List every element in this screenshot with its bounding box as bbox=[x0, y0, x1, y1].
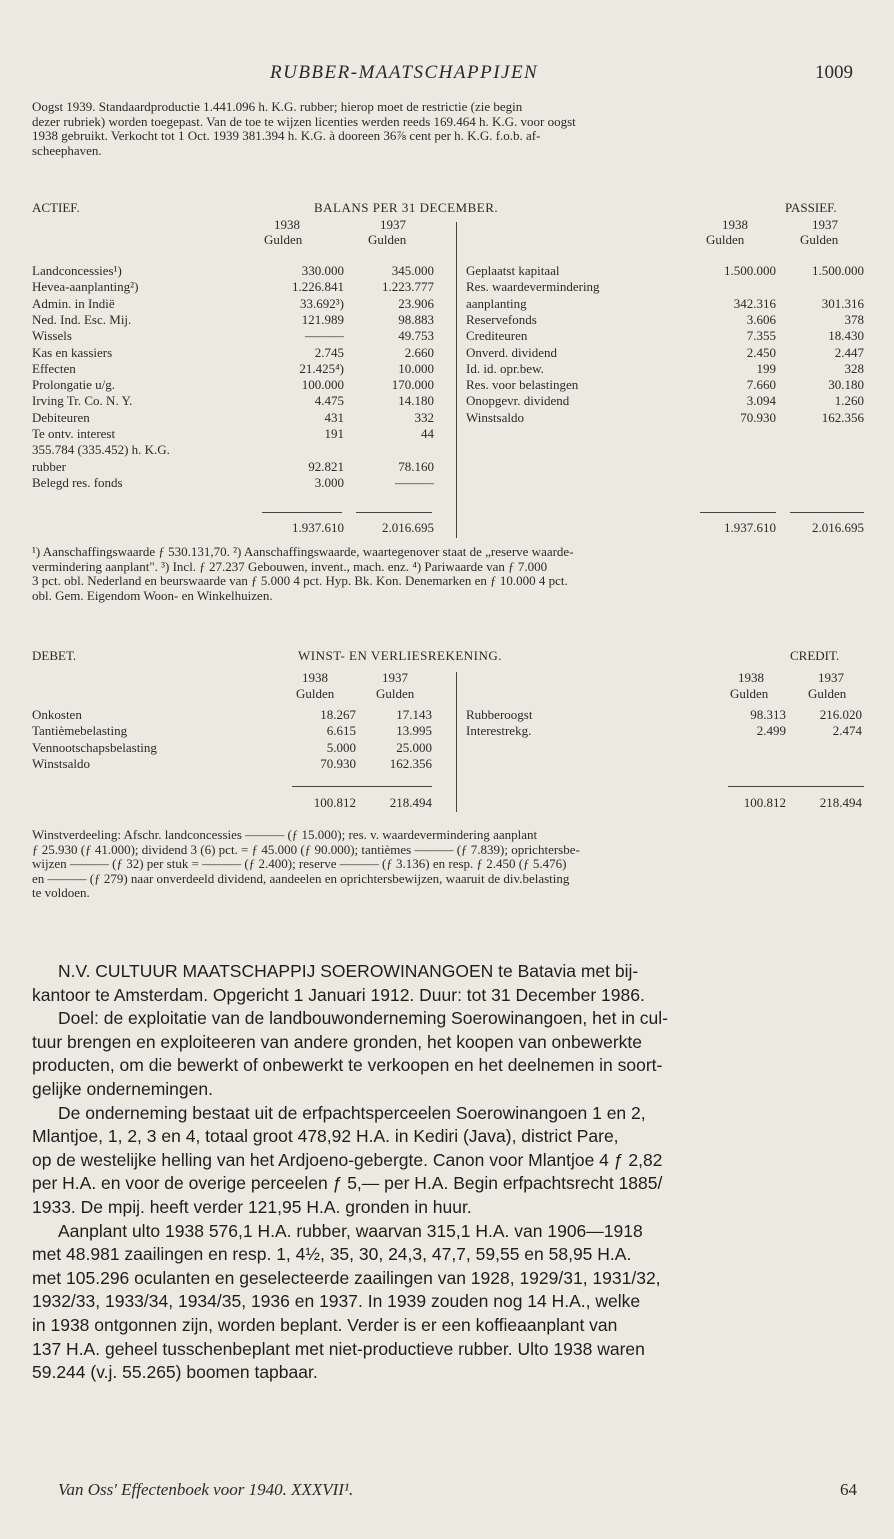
actief-row-label: Kas en kassiers bbox=[32, 344, 113, 360]
intro-block bbox=[32, 100, 864, 158]
passief-row-label: Res. voor belastingen bbox=[466, 377, 579, 393]
actief-row-label: Effecten bbox=[32, 360, 76, 376]
actief-row-label: Landconcessies¹) bbox=[32, 263, 122, 278]
actief-row-value-1938: 1.226.841 bbox=[292, 279, 344, 295]
passief-row-value-1937: 30.180 bbox=[828, 377, 864, 393]
actief-row-label: Debiteuren bbox=[32, 409, 90, 425]
column-divider bbox=[456, 222, 457, 538]
winstverdeeling-line: wijzen ——— (ƒ 32) per stuk = ——— (ƒ 2.400); reserve ——— (ƒ 3.136) en resp. ƒ 2.450 (ƒ 5.476) bbox=[32, 856, 567, 871]
actief-row-label: Te ontv. interest bbox=[32, 426, 116, 441]
debet-row-value-1937: 13.995 bbox=[396, 723, 432, 739]
passief-row-value-1937: 378 bbox=[844, 311, 864, 327]
passief-row-value-1938: 7.660 bbox=[746, 377, 776, 393]
credit-row-value-1937: 216.020 bbox=[819, 707, 862, 722]
credit-row-label: Rubberoogst bbox=[466, 707, 533, 722]
credit-row-value-1937: 2.474 bbox=[832, 723, 862, 739]
actief-row-value-1938: 33.692³) bbox=[300, 295, 344, 311]
col-year-1937: 1937 bbox=[812, 217, 838, 232]
passief-row-label: Id. id. opr.bew. bbox=[466, 360, 544, 376]
pl-title: WINST- EN VERLIESREKENING. bbox=[298, 648, 503, 663]
total-actief-1938: 1.937.610 bbox=[292, 520, 344, 535]
company-line: tuur brengen en exploiteeren van andere gronden, het koopen van onbewerkte bbox=[32, 1031, 643, 1052]
total-rule bbox=[292, 786, 432, 787]
intro-line: dezer rubriek) worden toegepast. Van de toe te wijzen licenties werden reeds 169.464 h. K.G. voor oogst bbox=[32, 113, 576, 129]
passief-row-value-1937: 1.500.000 bbox=[812, 263, 864, 278]
passief-row-label: Onopgevr. dividend bbox=[466, 393, 570, 409]
company-line: kantoor te Amsterdam. Opgericht 1 Januari 1912. Duur: tot 31 December 1986. bbox=[32, 984, 645, 1005]
company-line: 1932/33, 1933/34, 1934/35, 1936 en 1937. In 1939 zouden nog 14 H.A., welke bbox=[32, 1291, 641, 1312]
col-year-1937: 1937 bbox=[818, 670, 844, 685]
total-passief-1938: 1.937.610 bbox=[724, 520, 776, 535]
passief-row-value-1937: 301.316 bbox=[821, 295, 864, 311]
col-year-1937: 1937 bbox=[382, 670, 408, 685]
company-line: De onderneming bestaat uit de erfpachtsperceelen Soerowinangoen 1 en 2, bbox=[58, 1102, 646, 1123]
col-currency: Gulden bbox=[730, 686, 769, 701]
company-line: met 48.981 zaailingen en resp. 1, 4½, 35, 30, 24,3, 47,7, 59,55 en 58,95 H.A. bbox=[32, 1244, 632, 1265]
col-year-1938: 1938 bbox=[302, 670, 328, 685]
debet-row-value-1937: 17.143 bbox=[396, 707, 432, 722]
passief-row-label: Geplaatst kapitaal bbox=[466, 263, 560, 278]
passief-row-value-1937: 18.430 bbox=[828, 328, 864, 344]
footer-source: Van Oss' Effectenboek voor 1940. XXXVII¹. bbox=[58, 1480, 354, 1499]
actief-row-label: Ned. Ind. Esc. Mij. bbox=[32, 311, 132, 327]
credit-row-label: Interestrekg. bbox=[466, 723, 532, 739]
actief-row-value-1937: 44 bbox=[421, 426, 434, 441]
credit-row-value-1938: 2.499 bbox=[756, 723, 786, 739]
passief-row-value-1938: 342.316 bbox=[733, 295, 776, 311]
passief-row-value-1938: 70.930 bbox=[740, 409, 776, 425]
debet-row-value-1938: 70.930 bbox=[320, 755, 356, 771]
actief-row-value-1937: 49.753 bbox=[398, 328, 434, 344]
footnote-line: obl. Gem. Eigendom Woon- en Winkelhuizen. bbox=[32, 587, 273, 603]
company-line: 59.244 (v.j. 55.265) boomen tapbaar. bbox=[32, 1362, 318, 1383]
actief-row-value-1938: 121.989 bbox=[301, 311, 344, 327]
actief-row-label: Prolongatie u/g. bbox=[32, 377, 116, 393]
col-currency: Gulden bbox=[376, 686, 415, 701]
company-line: per H.A. en voor de overige perceelen ƒ 5,— per H.A. Begin erfpachtsrecht 1885/ bbox=[32, 1173, 663, 1194]
footnote-line: 3 pct. obl. Nederland en beurswaarde van ƒ 5.000 4 pct. Hyp. Bk. Kon. Denemarken en ƒ 10.000 4 pct. bbox=[32, 573, 568, 588]
company-line: N.V. CULTUUR MAATSCHAPPIJ SOEROWINANGOEN te Batavia met bij- bbox=[58, 961, 639, 981]
total-actief-1937: 2.016.695 bbox=[382, 520, 434, 535]
intro-line: 1938 gebruikt. Verkocht tot 1 Oct. 1939 381.394 h. K.G. à dooreen 36⅞ cent per h. K.G. f.o.b. af- bbox=[32, 128, 541, 143]
actief-row-value-1937: 2.660 bbox=[404, 344, 434, 360]
company-line: met 105.296 oculanten en geselecteerde zaailingen van 1928, 1929/31, 1931/32, bbox=[32, 1267, 661, 1288]
winstverdeeling-line: te voldoen. bbox=[32, 885, 90, 900]
actief-row-value-1937: 170.000 bbox=[391, 377, 434, 393]
col-year-1938: 1938 bbox=[722, 217, 748, 232]
debet-row-label: Vennootschapsbelasting bbox=[32, 739, 157, 755]
winstverdeeling-line: ƒ 25.930 (ƒ 41.000); dividend 3 (6) pct. = ƒ 45.000 (ƒ 90.000); tantièmes ——— (ƒ 7.839); oprichtersbe- bbox=[32, 841, 580, 857]
col-currency: Gulden bbox=[808, 686, 847, 701]
passief-row-value-1938: 7.355 bbox=[746, 328, 776, 344]
winstverdeeling-line: en ——— (ƒ 279) naar onverdeeld dividend, aandeelen en oprichtersbewijzen, waaruit de div.belasting bbox=[32, 870, 570, 886]
passief-row-label: Crediteuren bbox=[466, 328, 528, 344]
col-currency: Gulden bbox=[368, 232, 407, 247]
actief-row-value-1938: 21.425⁴) bbox=[299, 360, 344, 376]
actief-row-value-1937: 1.223.777 bbox=[382, 279, 434, 295]
col-currency: Gulden bbox=[706, 232, 745, 247]
passief-row-value-1938: 3.606 bbox=[746, 311, 776, 327]
running-title: RUBBER-MAATSCHAPPIJEN bbox=[270, 62, 539, 83]
footnote-line: vermindering aanplant". ³) Incl. ƒ 27.237 Gebouwen, invent., mach. enz. ⁴) Pariwaarde van ƒ 7.000 bbox=[32, 558, 548, 574]
col-currency: Gulden bbox=[296, 686, 335, 701]
total-rule bbox=[790, 512, 864, 513]
actief-row-value-1938: 330.000 bbox=[301, 263, 344, 278]
actief-row-value-1937: 23.906 bbox=[398, 295, 434, 311]
total-rule bbox=[700, 512, 776, 513]
actief-row-value-1937: 332 bbox=[414, 409, 434, 425]
passief-row-value-1937: 328 bbox=[844, 360, 864, 376]
column-divider bbox=[456, 672, 457, 812]
debet-row-value-1938: 5.000 bbox=[326, 739, 356, 755]
total-rule bbox=[262, 512, 342, 513]
debet-row-value-1937: 162.356 bbox=[389, 755, 432, 771]
total-passief-1937: 2.016.695 bbox=[812, 520, 864, 535]
company-line: 137 H.A. geheel tusschenbeplant met niet-productieve rubber. Ulto 1938 waren bbox=[32, 1338, 645, 1359]
passief-row-value-1938: 1.500.000 bbox=[724, 263, 776, 278]
actief-row-value-1938: 4.475 bbox=[314, 393, 344, 409]
passief-row-value-1937: 1.260 bbox=[834, 393, 864, 409]
debet-row-value-1938: 18.267 bbox=[320, 707, 356, 722]
actief-row-label: Hevea-aanplanting²) bbox=[32, 279, 139, 295]
passief-row-label: aanplanting bbox=[466, 295, 527, 311]
winstverdeeling-line: Winstverdeeling: Afschr. landconcessies ——— (ƒ 15.000); res. v. waardevermindering aanplant bbox=[32, 827, 538, 842]
col-year-1938: 1938 bbox=[274, 217, 300, 232]
debet-row-label: Onkosten bbox=[32, 707, 82, 722]
actief-row-value-1938: 431 bbox=[324, 409, 344, 425]
passief-row-value-1937: 2.447 bbox=[834, 344, 864, 360]
actief-row-label: Irving Tr. Co. N. Y. bbox=[32, 393, 133, 409]
footer-number: 64 bbox=[840, 1480, 857, 1499]
actief-row-value-1937: 345.000 bbox=[391, 263, 434, 278]
company-line: producten, om die bewerkt of onbewerkt te verkoopen en het deelnemen in soort- bbox=[32, 1055, 663, 1076]
intro-line: Oogst 1939. Standaardproductie 1.441.096 h. K.G. rubber; hierop moet de restrictie (zie begin bbox=[32, 99, 523, 114]
actief-row-label: Admin. in Indië bbox=[32, 295, 115, 311]
actief-row-label: Belegd res. fonds bbox=[32, 474, 123, 490]
debet-row-value-1937: 25.000 bbox=[396, 739, 432, 755]
page-header bbox=[0, 62, 894, 86]
page-number: 1009 bbox=[815, 62, 853, 83]
debet-row-label: Winstsaldo bbox=[32, 755, 90, 771]
actief-row-value-1938: ——— bbox=[305, 328, 344, 344]
total-debet-1938: 100.812 bbox=[313, 795, 356, 810]
credit-row-value-1938: 98.313 bbox=[750, 707, 786, 722]
passief-row-value-1938: 3.094 bbox=[746, 393, 776, 409]
company-line: op de westelijke helling van het Ardjoeno-gebergte. Canon voor Mlantjoe 4 ƒ 2,82 bbox=[32, 1149, 663, 1170]
actief-row-label: rubber bbox=[32, 458, 66, 474]
balance-title: BALANS PER 31 DECEMBER. bbox=[314, 200, 499, 215]
passief-row-label: Res. waardevermindering bbox=[466, 279, 600, 295]
passief-row-label: Reservefonds bbox=[466, 311, 537, 327]
col-year-1938: 1938 bbox=[738, 670, 764, 685]
actief-row-value-1937: ——— bbox=[395, 474, 434, 490]
footnote-line: ¹) Aanschaffingswaarde ƒ 530.131,70. ²) Aanschaffingswaarde, waartegenover staat de „reserve waarde- bbox=[32, 544, 574, 559]
pl-left-title: DEBET. bbox=[32, 648, 77, 663]
pl-right-title: CREDIT. bbox=[790, 648, 840, 663]
debet-row-label: Tantièmebelasting bbox=[32, 723, 128, 739]
col-currency: Gulden bbox=[800, 232, 839, 247]
actief-row-value-1938: 100.000 bbox=[301, 377, 344, 393]
company-line: gelijke ondernemingen. bbox=[32, 1079, 213, 1099]
col-year-1937: 1937 bbox=[380, 217, 406, 232]
passief-row-label: Onverd. dividend bbox=[466, 344, 557, 360]
col-currency: Gulden bbox=[264, 232, 303, 247]
actief-row-value-1937: 78.160 bbox=[398, 458, 434, 474]
total-credit-1937: 218.494 bbox=[819, 795, 862, 810]
total-debet-1937: 218.494 bbox=[389, 795, 432, 810]
actief-row-label: Wissels bbox=[32, 328, 72, 344]
actief-row-value-1937: 98.883 bbox=[398, 311, 434, 327]
company-line: Aanplant ulto 1938 576,1 H.A. rubber, waarvan 315,1 H.A. van 1906—1918 bbox=[58, 1220, 643, 1241]
total-credit-1938: 100.812 bbox=[743, 795, 786, 810]
balance-footnotes bbox=[32, 545, 574, 603]
actief-row-value-1938: 2.745 bbox=[314, 344, 344, 360]
passief-row-label: Winstsaldo bbox=[466, 409, 524, 425]
debet-row-value-1938: 6.615 bbox=[326, 723, 356, 739]
actief-row-value-1938: 191 bbox=[324, 426, 344, 441]
winstverdeeling-block bbox=[32, 828, 580, 901]
balance-right-title: PASSIEF. bbox=[785, 200, 837, 215]
passief-row-value-1937: 162.356 bbox=[821, 409, 864, 425]
company-line: Mlantjoe, 1, 2, 3 en 4, totaal groot 478,92 H.A. in Kediri (Java), district Pare, bbox=[32, 1126, 619, 1147]
actief-row-value-1937: 10.000 bbox=[398, 360, 434, 376]
passief-row-value-1938: 2.450 bbox=[746, 344, 776, 360]
company-line: 1933. De mpij. heeft verder 121,95 H.A. gronden in huur. bbox=[32, 1197, 472, 1217]
total-rule bbox=[356, 512, 432, 513]
actief-row-value-1937: 14.180 bbox=[398, 393, 434, 409]
actief-row-value-1938: 92.821 bbox=[308, 458, 344, 474]
passief-row-value-1938: 199 bbox=[756, 360, 776, 376]
intro-line: scheephaven. bbox=[32, 142, 102, 158]
actief-row-label: 355.784 (335.452) h. K.G. bbox=[32, 442, 170, 458]
balance-left-title: ACTIEF. bbox=[32, 200, 80, 215]
actief-row-value-1938: 3.000 bbox=[314, 474, 344, 490]
company-line: Doel: de exploitatie van de landbouwonderneming Soerowinangoen, het in cul- bbox=[58, 1008, 668, 1029]
total-rule bbox=[728, 786, 864, 787]
company-line: in 1938 ontgonnen zijn, worden beplant. Verder is er een koffieaanplant van bbox=[32, 1315, 618, 1335]
